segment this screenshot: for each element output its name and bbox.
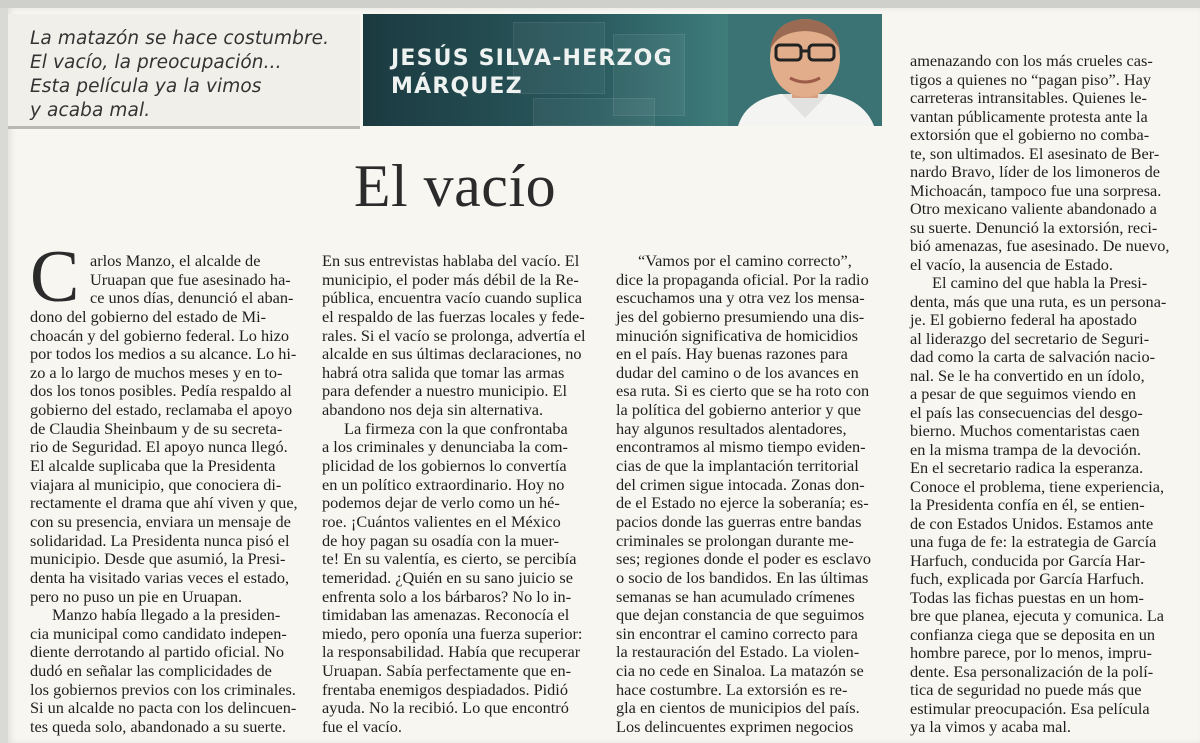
kicker-line: y acaba mal. <box>30 100 151 121</box>
text-line: minución significativa de homicidios <box>616 326 858 345</box>
headline: El vacío <box>353 153 557 219</box>
text-line: hay algunos resultados alentadores, <box>616 419 847 438</box>
text-line: una fuga de fe: la estrategia de García <box>910 532 1157 551</box>
text-line: bre que planea, ejecuta y comunica. La <box>910 606 1165 625</box>
text-line: de el Estado no ejerce la soberanía; es- <box>616 493 869 512</box>
text-line: del crimen sigue intocada. Zonas don- <box>616 475 865 494</box>
text-line: pero no puso un pie en Uruapan. <box>30 587 243 606</box>
text-line: el país las consecuencias del desgo- <box>910 403 1143 422</box>
text-line: pública, encuentra vacío cuando suplica <box>322 288 582 307</box>
text-line: rectamente el drama que ahí viven y que, <box>30 493 298 512</box>
text-line: diente derrotando al partido oficial. No <box>30 642 285 661</box>
text-line: dudar del camino o de los avances en <box>616 363 859 382</box>
text-line: ce unos días, denunció el aban- <box>90 288 294 307</box>
text-line: esa ruta. Si es cierto que se ha roto con <box>616 381 870 400</box>
author-banner <box>363 14 882 126</box>
text-line: sin encontrar el camino correcto para <box>616 624 858 643</box>
text-line: confianza ciega que se deposita en un <box>910 625 1156 644</box>
text-line: Michoacán, tampoco fue una sorpresa. <box>910 181 1162 200</box>
text-line: cia municipal como candidato indepen- <box>30 624 287 643</box>
text-line: En sus entrevistas hablaba del vacío. El <box>322 251 580 270</box>
author-name: JESÚS SILVA-HERZOG <box>391 46 673 71</box>
text-line: municipio. Desde que asumió, la Presi- <box>30 549 286 568</box>
text-line: te, son ultimados. El asesinato de Ber- <box>910 144 1160 163</box>
text-line: podemos dejar de verlo como un hé- <box>322 493 560 512</box>
text-line: carreteras intransitables. Quienes le- <box>910 88 1147 107</box>
text-line: de con Estados Unidos. Estamos ante <box>910 514 1154 533</box>
text-line: Otro mexicano valiente abandonado a <box>910 199 1157 218</box>
text-line: roe. ¡Cuántos valientes en el México <box>322 512 561 531</box>
text-line: semanas se han acumulado crímenes <box>616 587 855 606</box>
text-line: Los delincuentes exprimen negocios <box>616 717 854 736</box>
text-line: los gobiernos previos con los criminales. <box>30 680 296 699</box>
text-line: solidaridad. La Presidenta nunca pisó el <box>30 531 290 550</box>
text-line: de Claudia Sheinbaum y de su secreta- <box>30 419 283 438</box>
text-line: en la misma trampa de la devoción. <box>910 440 1142 459</box>
text-line: amenazando con los más crueles cas- <box>910 51 1153 70</box>
text-line: estimular preocupación. Esa película <box>910 699 1150 718</box>
text-line: pacios donde las guerras entre bandas <box>616 512 862 531</box>
text-line: alcalde en sus últimas declaraciones, no <box>322 344 582 363</box>
text-line: rio de Seguridad. El apoyo nunca llegó. <box>30 437 288 456</box>
text-line: El alcalde suplicaba que la Presidenta <box>30 456 276 475</box>
text-line: gla en cientos de municipios del país. <box>616 698 860 717</box>
text-line: dice la propaganda oficial. Por la radio <box>616 270 869 289</box>
text-line: ya la vimos y acaba mal. <box>910 717 1071 736</box>
text-line: a pesar de que seguimos viendo en <box>910 384 1137 403</box>
drop-cap: C <box>30 236 80 318</box>
text-line: bierno. Muchos comentaristas caen <box>910 421 1140 440</box>
text-line: al liderazgo del secretario de Seguri- <box>910 329 1150 348</box>
text-line: te! En su valentía, es cierto, se percibía <box>322 549 577 568</box>
text-line: enfrenta solo a los bárbaros? No lo in- <box>322 587 572 606</box>
text-line: tes queda solo, abandonado a su suerte. <box>30 717 286 736</box>
text-line: frentaba enemigos despiadados. Pidió <box>322 680 568 699</box>
text-line: nal. Se le ha convertido en un ídolo, <box>910 366 1145 385</box>
text-line: La firmeza con la que confrontaba <box>344 419 568 438</box>
kicker-line: Esta película ya la vimos <box>30 76 262 97</box>
text-line: Conoce el problema, tiene experiencia, <box>910 477 1165 496</box>
text-line: ses; regiones donde el poder es esclavo <box>616 549 871 568</box>
text-line: su suerte. Denunció la extorsión, reci- <box>910 218 1158 237</box>
text-line: o socio de los bandidos. En las últimas <box>616 568 869 587</box>
text-line: en el país. Hay buenas razones para <box>616 344 848 363</box>
text-line: dono del gobierno del estado de Mi- <box>30 307 267 326</box>
text-line: ayuda. No la recibió. Lo que encontró <box>322 698 569 717</box>
text-line: en un político extraordinario. Hoy no <box>322 475 565 494</box>
text-line: que dejan constancia de que seguimos <box>616 605 865 624</box>
text-line: dos los tonos posibles. Pedía respaldo al <box>30 381 292 400</box>
text-line: Si un alcalde no pacta con los delincuen- <box>30 698 297 717</box>
kicker-box <box>8 14 360 129</box>
text-line: abandono nos deja sin alternativa. <box>322 400 544 419</box>
text-line: denta, más que una ruta, es un persona- <box>910 292 1167 311</box>
text-line: de hoy pagan su osadía con la muer- <box>322 531 560 550</box>
text-line: fue el vacío. <box>322 717 403 736</box>
text-line: dudó en señalar las complicidades de <box>30 661 272 680</box>
text-line: el vacío, la ausencia de Estado. <box>910 255 1113 274</box>
text-line: criminales se prolongan durante me- <box>616 531 854 550</box>
kicker-line: El vacío, la preocupación... <box>30 52 282 73</box>
text-line: arlos Manzo, el alcalde de <box>90 251 261 270</box>
text-line: El camino del que habla la Presi- <box>932 273 1148 292</box>
text-line: la responsabilidad. Había que recuperar <box>322 642 581 661</box>
background-window-pane <box>533 98 655 126</box>
text-line: la Presidenta confía en él, se entien- <box>910 495 1145 514</box>
text-line: para defender a nuestro municipio. El <box>322 381 568 400</box>
kicker-line: La matazón se hace costumbre. <box>30 28 330 49</box>
text-line: dad como la carta de salvación nacio- <box>910 347 1156 366</box>
text-line: hombre parece, por lo menos, impru- <box>910 643 1152 662</box>
text-line: vantan públicamente protesta ante la <box>910 107 1148 126</box>
author-name: MÁRQUEZ <box>391 74 523 99</box>
text-line: cias de que la implantación territorial <box>616 456 859 475</box>
text-line: Uruapan que fue asesinado ha- <box>90 270 291 289</box>
author-portrait <box>728 14 882 126</box>
text-line: encontramos al mismo tiempo eviden- <box>616 437 866 456</box>
text-line: Uruapan. Sabía perfectamente que en- <box>322 661 572 680</box>
text-line: Harfuch, conducida por García Har- <box>910 551 1146 570</box>
text-line: bió amenazas, fue asesinado. De nuevo, <box>910 236 1170 255</box>
text-line: la política del gobierno anterior y que <box>616 400 862 419</box>
text-line: tica de seguridad no puede más que <box>910 680 1142 699</box>
text-line: jes del gobierno presumiendo una dis- <box>616 307 865 326</box>
text-line: con su presencia, enviara un mensaje de <box>30 512 291 531</box>
text-line: a los criminales y denunciaba la com- <box>322 437 568 456</box>
top-margin-strip <box>0 0 1200 8</box>
text-line: escuchamos una y otra vez los mensa- <box>616 288 865 307</box>
text-line: denta ha visitado varias veces el estado, <box>30 568 290 587</box>
text-line: je. El gobierno federal ha apostado <box>910 310 1137 329</box>
text-line: zo a lo largo de muchos meses y en to- <box>30 363 283 382</box>
text-line: habrá otra salida que tomar las armas <box>322 363 565 382</box>
text-line: dente. Esa personalización de la polí- <box>910 662 1154 681</box>
text-line: cia no cede en Sinaloa. La matazón se <box>616 661 864 680</box>
text-line: miedo, pero oponía una fuerza superior: <box>322 624 583 643</box>
text-line: por todos los medios a su alcance. Lo hi- <box>30 344 297 363</box>
text-line: Manzo había llegado a la presiden- <box>52 605 281 624</box>
text-line: extorsión que el gobierno no comba- <box>910 125 1150 144</box>
text-line: rales. Si el vacío se prolonga, advertía el <box>322 326 586 345</box>
text-line: temeridad. ¿Quién en su sano juicio se <box>322 568 573 587</box>
text-line: choacán y del gobierno federal. Lo hizo <box>30 326 290 345</box>
text-line: “Vamos por el camino correcto”, <box>638 251 852 270</box>
text-line: el respaldo de las fuerzas locales y fede- <box>322 307 585 326</box>
text-line: timidaban las amenazas. Reconocía el <box>322 605 570 624</box>
text-line: En el secretario radica la esperanza. <box>910 458 1144 477</box>
text-line: municipio, el poder más débil de la Re- <box>322 270 579 289</box>
text-line: Todas las fichas puestas en un hom- <box>910 588 1144 607</box>
text-line: nardo Bravo, líder de los limoneros de <box>910 162 1161 181</box>
text-line: hace costumbre. La extorsión es re- <box>616 680 848 699</box>
text-line: fuch, explicada por García Harfuch. <box>910 569 1145 588</box>
text-line: la restauración del Estado. La violen- <box>616 642 860 661</box>
text-line: gobierno del estado, reclamaba el apoyo <box>30 400 293 419</box>
text-line: tigos a quienes no “pagan piso”. Hay <box>910 70 1151 89</box>
text-line: plicidad de los gobiernos lo convertía <box>322 456 567 475</box>
text-line: viajara al municipio, que conociera di- <box>30 475 282 494</box>
